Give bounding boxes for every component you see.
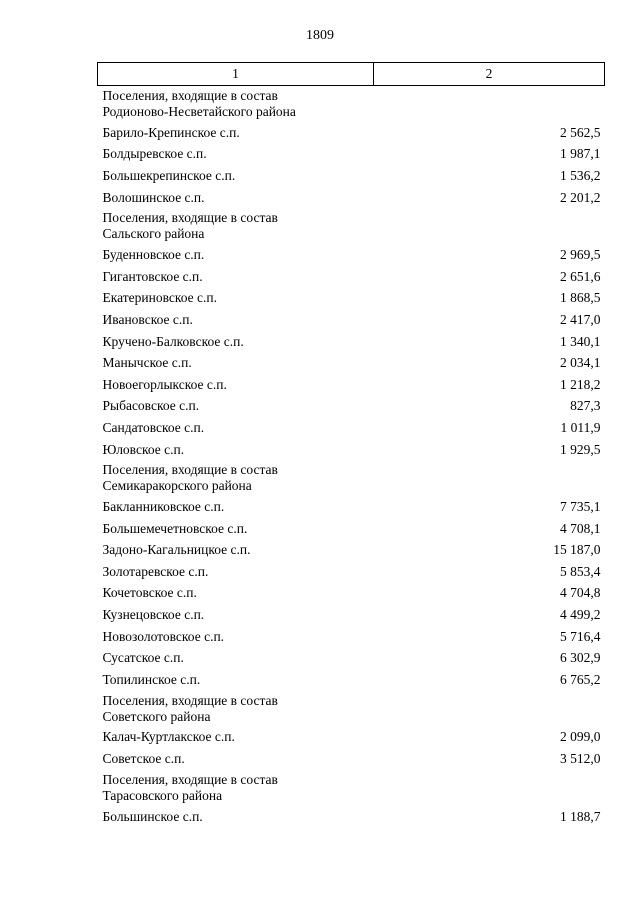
- settlement-value: 4 499,2: [560, 607, 601, 623]
- group-heading: [98, 208, 374, 244]
- settlement-name: Болдыревское с.п.: [102, 146, 207, 162]
- settlement-value: 1 987,1: [560, 146, 601, 162]
- table-row: [98, 331, 605, 353]
- column-header-1: 1: [98, 63, 374, 86]
- table-row: [98, 439, 605, 461]
- settlement-value: 5 716,4: [560, 628, 601, 644]
- group-heading-empty-cell: [374, 770, 605, 806]
- settlement-value: 1 218,2: [560, 376, 601, 392]
- page-number: 1809: [306, 28, 334, 43]
- table-row: [98, 748, 605, 770]
- settlement-name: Кручено-Балковское с.п.: [102, 333, 244, 349]
- group-heading-line: Поселения, входящие в состав: [102, 692, 278, 708]
- settlement-value: 2 201,2: [560, 189, 601, 205]
- table-row: [98, 396, 605, 418]
- group-heading-row: [98, 86, 605, 123]
- settlement-name: Советское с.п.: [102, 751, 185, 767]
- settlement-value: 2 651,6: [560, 268, 601, 284]
- settlement-name: Рыбасовское с.п.: [102, 398, 200, 414]
- settlements-table: [97, 62, 605, 827]
- settlement-name: Ивановское с.п.: [102, 311, 193, 327]
- group-heading-line: Поселения, входящие в состав: [102, 462, 278, 478]
- settlement-name: Новозолотовское с.п.: [102, 628, 225, 644]
- group-heading: [98, 770, 374, 806]
- settlement-value: 4 704,8: [560, 585, 601, 601]
- group-heading: [98, 691, 374, 727]
- table-row: [98, 561, 605, 583]
- table-row: [98, 352, 605, 374]
- settlement-name: Золотаревское с.п.: [102, 563, 209, 579]
- settlement-value: 2 099,0: [560, 729, 601, 745]
- group-heading-empty-cell: [374, 208, 605, 244]
- group-heading-line: Поселения, входящие в состав: [102, 771, 278, 787]
- settlement-value: 2 034,1: [560, 355, 601, 371]
- settlement-name: Новоегорлыкское с.п.: [102, 376, 227, 392]
- group-heading-empty-cell: [374, 691, 605, 727]
- table-header-row: [98, 63, 605, 86]
- settlement-name: Екатериновское с.п.: [102, 290, 217, 306]
- table-row: [98, 165, 605, 187]
- settlement-value: 15 187,0: [553, 542, 601, 558]
- table-row: [98, 583, 605, 605]
- table-row: [98, 266, 605, 288]
- table-row: [98, 669, 605, 691]
- settlement-name: Волошинское с.п.: [102, 189, 205, 205]
- group-heading-district: Советского района: [102, 708, 211, 724]
- settlement-value: 827,3: [570, 398, 601, 414]
- settlement-name: Буденновское с.п.: [102, 247, 205, 263]
- table-row: [98, 604, 605, 626]
- settlement-name: Большинское с.п.: [102, 808, 203, 824]
- table-row: [98, 244, 605, 266]
- table-row: [98, 374, 605, 396]
- settlement-value: 6 765,2: [560, 671, 601, 687]
- group-heading: [98, 460, 374, 496]
- settlement-value: 4 708,1: [560, 520, 601, 536]
- settlement-value: 7 735,1: [560, 499, 601, 515]
- group-heading-line: Поселения, входящие в состав: [102, 210, 278, 226]
- table-row: [98, 806, 605, 828]
- settlement-name: Бакланниковское с.п.: [102, 499, 225, 515]
- group-heading-row: [98, 460, 605, 496]
- table-row: [98, 518, 605, 540]
- settlement-value: 2 969,5: [560, 247, 601, 263]
- table-row: [98, 122, 605, 144]
- settlement-value: 6 302,9: [560, 650, 601, 666]
- settlement-value: 1 868,5: [560, 290, 601, 306]
- group-heading-row: [98, 208, 605, 244]
- group-heading-empty-cell: [374, 460, 605, 496]
- table-row: [98, 727, 605, 749]
- group-heading-district: Семикаракорского района: [102, 478, 252, 494]
- table-row: [98, 626, 605, 648]
- group-heading: [98, 86, 374, 123]
- group-heading-row: [98, 691, 605, 727]
- settlement-value: 1 536,2: [560, 167, 601, 183]
- settlement-name: Кузнецовское с.п.: [102, 607, 205, 623]
- table-row: [98, 417, 605, 439]
- settlement-name: Юловское с.п.: [102, 441, 185, 457]
- settlement-value: 3 512,0: [560, 751, 601, 767]
- settlement-name: Задоно-Кагальницкое с.п.: [102, 542, 251, 558]
- group-heading-district: Сальского района: [102, 226, 205, 242]
- table-row: [98, 187, 605, 209]
- group-heading-empty-cell: [374, 86, 605, 123]
- group-heading-district: Родионово-Несветайского района: [102, 104, 296, 119]
- settlement-name: Большекрепинское с.п.: [102, 167, 236, 183]
- settlement-value: 1 929,5: [560, 441, 601, 457]
- settlement-value: 5 853,4: [560, 563, 601, 579]
- table-row: [98, 540, 605, 562]
- table-row: [98, 496, 605, 518]
- table-body: [98, 86, 605, 828]
- settlement-value: 1 340,1: [560, 333, 601, 349]
- settlement-name: Сусатское с.п.: [102, 650, 184, 666]
- group-heading-line: Поселения, входящие в состав: [102, 88, 278, 103]
- group-heading-district: Тарасовского района: [102, 787, 223, 803]
- settlement-value: 2 562,5: [560, 124, 601, 140]
- settlement-name: Барило-Крепинское с.п.: [102, 124, 240, 140]
- table-row: [98, 309, 605, 331]
- settlement-name: Манычское с.п.: [102, 355, 192, 371]
- group-heading-row: [98, 770, 605, 806]
- settlement-name: Сандатовское с.п.: [102, 419, 205, 435]
- settlement-name: Калач-Куртлакское с.п.: [102, 729, 235, 745]
- table-row: [98, 144, 605, 166]
- table-row: [98, 647, 605, 669]
- settlement-name: Топилинское с.п.: [102, 671, 201, 687]
- settlement-name: Кочетовское с.п.: [102, 585, 197, 601]
- table-row: [98, 288, 605, 310]
- column-header-2: 2: [374, 63, 605, 86]
- settlement-value: 1 188,7: [560, 808, 601, 824]
- settlement-name: Гигантовское с.п.: [102, 268, 203, 284]
- settlement-name: Большемечетновское с.п.: [102, 520, 248, 536]
- settlement-value: 1 011,9: [560, 419, 601, 435]
- settlement-value: 2 417,0: [560, 311, 601, 327]
